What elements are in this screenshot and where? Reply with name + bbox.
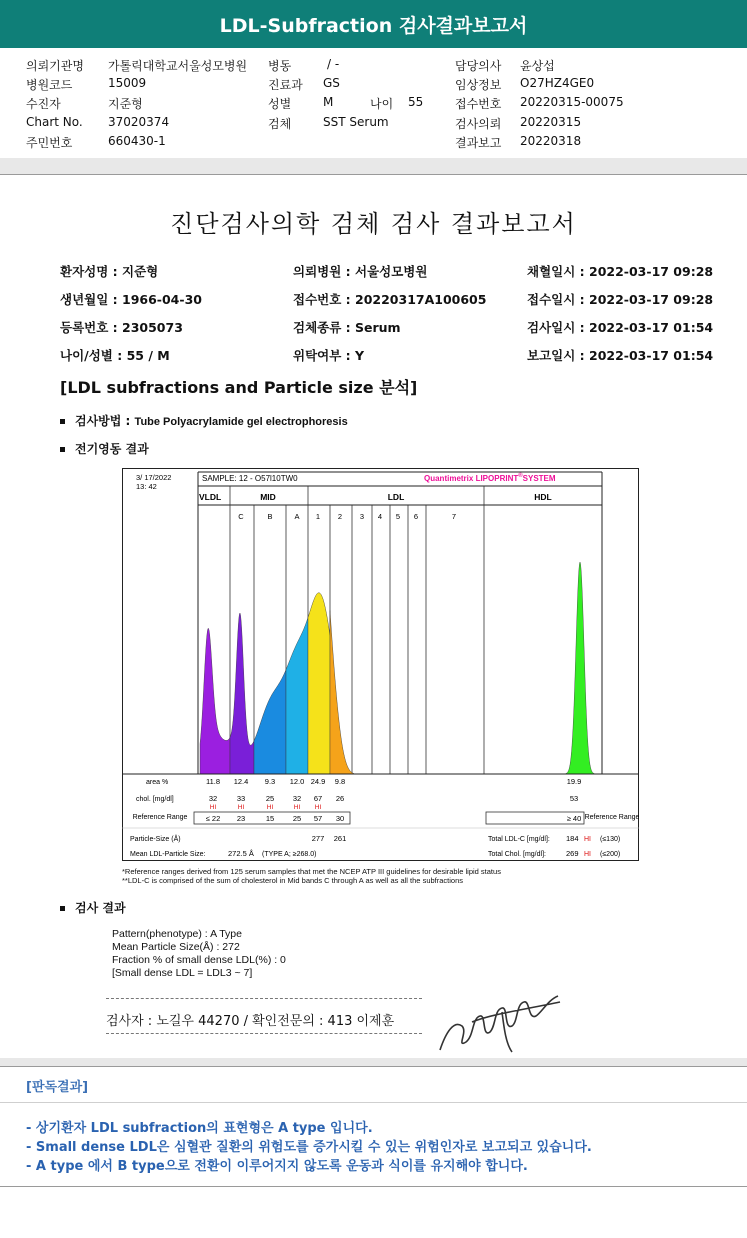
- field-value: SST Serum: [323, 115, 389, 129]
- field-value: 660430-1: [108, 134, 166, 148]
- area-value: 9.8: [334, 777, 346, 786]
- info-cell: 검사일시 : 2022-03-17 01:54: [527, 320, 714, 335]
- field-label: 주민번호: [26, 136, 73, 150]
- field-label: 접수번호: [455, 97, 502, 111]
- chol-value: 32: [292, 794, 302, 803]
- info-cell: 나이/성별 : 55 / M: [60, 348, 170, 363]
- particle-size-value: 277: [311, 834, 325, 843]
- band-label: C: [238, 512, 244, 521]
- electrophoresis-heading: [60, 440, 149, 457]
- info-cell: 위탁여부 : Y: [293, 348, 365, 363]
- bullet-icon: [60, 447, 65, 452]
- method-value: Tube Polyacrylamide gel electrophoresis: [134, 416, 348, 428]
- mean-size-type: (TYPE A; ≥268.0): [262, 851, 317, 858]
- band-label: 5: [395, 512, 401, 521]
- hi-flag: HI: [266, 804, 274, 811]
- hi-flag: HI: [209, 804, 217, 811]
- field-value: 20220315: [520, 115, 582, 129]
- field-value: 15009: [108, 76, 147, 90]
- result-line: Mean Particle Size(Å) : 272: [112, 941, 240, 953]
- info-cell: 채혈일시 : 2022-03-17 09:28: [527, 264, 714, 279]
- reference-value: ≤ 22: [205, 814, 221, 823]
- group-label-hdl: HDL: [534, 492, 552, 502]
- footnote-1: *Reference ranges derived from 125 serum samples that met the NCEP ATP III guidelines for desirable lipid status: [122, 867, 501, 876]
- group-label-mid: MID: [260, 492, 276, 502]
- area-value: 12.0: [289, 777, 305, 786]
- field-label: Chart No.: [26, 115, 83, 129]
- result-line: Pattern(phenotype) : A Type: [112, 928, 242, 940]
- info-cell: 접수번호 : 20220317A100605: [293, 292, 487, 307]
- reference-value: 15: [265, 814, 275, 823]
- chart-sample: SAMPLE: 12 - O57l10TW0: [202, 474, 298, 483]
- reference-value: 25: [292, 814, 302, 823]
- band-label: 2: [337, 512, 343, 521]
- field-label: 진료과: [268, 78, 303, 92]
- separator-band: [0, 1058, 747, 1066]
- field-label: 검체: [268, 117, 292, 131]
- footnote-2: **LDL-C is comprised of the sum of cholesterol in Mid bands C through A as well as all the subfractions: [122, 876, 464, 885]
- particle-size-label: Particle-Size (Å): [130, 836, 181, 843]
- chol-value: 53: [569, 794, 579, 803]
- signature-line: 검사자 : 노길우 44270 / 확인전문의 : 413 이제훈: [106, 1014, 395, 1029]
- field-value: / -: [327, 57, 340, 71]
- interpretation-line: - 상기환자 LDL subfraction의 표현형은 A type 입니다.: [26, 1121, 373, 1136]
- field-value: 윤상섭: [520, 59, 555, 73]
- field-label: 검사의뢰: [455, 117, 502, 131]
- field-label: 임상정보: [455, 78, 502, 92]
- band-label: 4: [377, 512, 383, 521]
- area-value: 9.3: [264, 777, 276, 786]
- field-label: 병동: [268, 59, 292, 73]
- hi-flag: HI: [314, 804, 322, 811]
- chol-value: 25: [265, 794, 275, 803]
- band-label: B: [267, 512, 273, 521]
- band-label: 3: [359, 512, 365, 521]
- chol-value: 33: [236, 794, 246, 803]
- electrophoresis-label: 전기영동 결과: [75, 442, 149, 456]
- report-document-title: 진단검사의학 검체 검사 결과보고서: [170, 210, 577, 238]
- total-ldl-flag: HI: [584, 836, 591, 843]
- area-value: 24.9: [310, 777, 326, 786]
- field-value: 20220315-00075: [520, 95, 624, 109]
- chart-time: 13: 42: [136, 482, 157, 491]
- field-value: GS: [323, 76, 340, 90]
- dashed-rule: [106, 1033, 422, 1034]
- group-label-ldl: LDL: [387, 492, 405, 502]
- band-label: A: [294, 512, 300, 521]
- report-title: LDL-Subfraction 검사결과보고서: [219, 14, 528, 37]
- method-label: 검사방법 :: [75, 414, 131, 428]
- field-label: 나이: [370, 97, 394, 111]
- area-label: area %: [146, 779, 169, 786]
- field-value: 37020374: [108, 115, 170, 129]
- divider: [0, 1186, 747, 1187]
- reference-value: 57: [313, 814, 323, 823]
- field-value: 55: [408, 95, 424, 109]
- band-label: 7: [451, 512, 457, 521]
- field-label: 의뢰기관명: [26, 59, 84, 73]
- hi-flag: HI: [293, 804, 301, 811]
- mean-size-value: 272.5 Å: [228, 849, 254, 858]
- field-value: 20220318: [520, 134, 582, 148]
- divider: [0, 174, 747, 175]
- group-label-vldl: VLDL: [199, 492, 222, 502]
- reference-label: Reference Range: [584, 814, 639, 821]
- chart-date: 3/ 17/2022: [136, 473, 172, 482]
- total-chol-label: Total Chol. [mg/dl]:: [488, 851, 546, 858]
- chol-value: 26: [335, 794, 345, 803]
- bullet-icon: [60, 906, 65, 911]
- area-value: 19.9: [566, 777, 582, 786]
- result-label: 검사 결과: [75, 901, 126, 915]
- total-ldl-value: 184: [566, 834, 579, 843]
- field-value: M: [323, 95, 334, 109]
- field-value: 가톨릭대학교서울성모병원: [108, 59, 248, 73]
- field-label: 성별: [268, 97, 292, 111]
- field-value: 지준형: [108, 97, 143, 111]
- result-heading: [60, 899, 126, 916]
- interpretation-line: - A type 에서 B type으로 전환이 이루어지지 않도록 운동과 식이를 유지해야 합니다.: [26, 1159, 528, 1174]
- band-label: 1: [315, 512, 321, 521]
- hdl-reference-value: ≥ 40: [566, 814, 582, 823]
- reference-label: Reference Range: [132, 814, 188, 821]
- interpretation-heading: [판독결과]: [26, 1080, 89, 1095]
- info-cell: 검체종류 : Serum: [293, 320, 401, 335]
- total-chol-flag: HI: [584, 851, 591, 858]
- field-label: 병원코드: [26, 78, 73, 92]
- peak-1: [308, 593, 330, 774]
- result-line: [Small dense LDL = LDL3 ~ 7]: [112, 967, 253, 979]
- info-cell: 등록번호 : 2305073: [60, 320, 183, 335]
- chart-brand: Quantimetrix LIPOPRINT®SYSTEM: [424, 473, 556, 483]
- chol-label: chol. [mg/dl]: [136, 796, 174, 803]
- area-value: 12.4: [233, 777, 249, 786]
- particle-size-value: 261: [333, 834, 347, 843]
- field-value: O27HZ4GE0: [520, 76, 595, 90]
- bullet-icon: [60, 419, 65, 424]
- divider: [0, 1066, 747, 1067]
- chart-frame: [123, 469, 639, 861]
- total-chol-reference: (≤200): [600, 851, 621, 858]
- info-cell: 보고일시 : 2022-03-17 01:54: [527, 348, 714, 363]
- reference-value: 30: [335, 814, 345, 823]
- divider: [0, 1102, 747, 1103]
- report-title-bar: [0, 0, 747, 48]
- section-title: [LDL subfractions and Particle size 분석]: [60, 378, 418, 397]
- result-line: Fraction % of small dense LDL(%) : 0: [112, 954, 286, 966]
- field-label: 수진자: [26, 97, 61, 111]
- band-label: 6: [413, 512, 419, 521]
- field-label: 결과보고: [455, 136, 502, 150]
- mean-size-label: Mean LDL-Particle Size:: [130, 851, 206, 858]
- reference-value: 23: [236, 814, 246, 823]
- hi-flag: HI: [237, 804, 245, 811]
- chol-value: 67: [313, 794, 323, 803]
- total-ldl-label: Total LDL-C [mg/dl]:: [488, 836, 550, 843]
- interpretation-line: - Small dense LDL은 심혈관 질환의 위험도를 증가시킬 수 있는 위험인자로 보고되고 있습니다.: [26, 1140, 592, 1155]
- method-line: [60, 412, 348, 429]
- info-cell: 접수일시 : 2022-03-17 09:28: [527, 292, 714, 307]
- separator-band: [0, 158, 747, 174]
- chol-value: 32: [208, 794, 218, 803]
- info-cell: 환자성명 : 지준형: [60, 264, 159, 279]
- electrophoresis-chart: [122, 468, 639, 862]
- area-value: 11.8: [205, 777, 221, 786]
- total-ldl-reference: (≤130): [600, 836, 621, 843]
- signature-image: [432, 992, 567, 1060]
- info-cell: 생년월일 : 1966-04-30: [60, 292, 202, 307]
- field-label: 담당의사: [455, 59, 502, 73]
- info-cell: 의뢰병원 : 서울성모병원: [293, 264, 428, 279]
- dashed-rule: [106, 998, 422, 999]
- total-chol-value: 269: [566, 849, 579, 858]
